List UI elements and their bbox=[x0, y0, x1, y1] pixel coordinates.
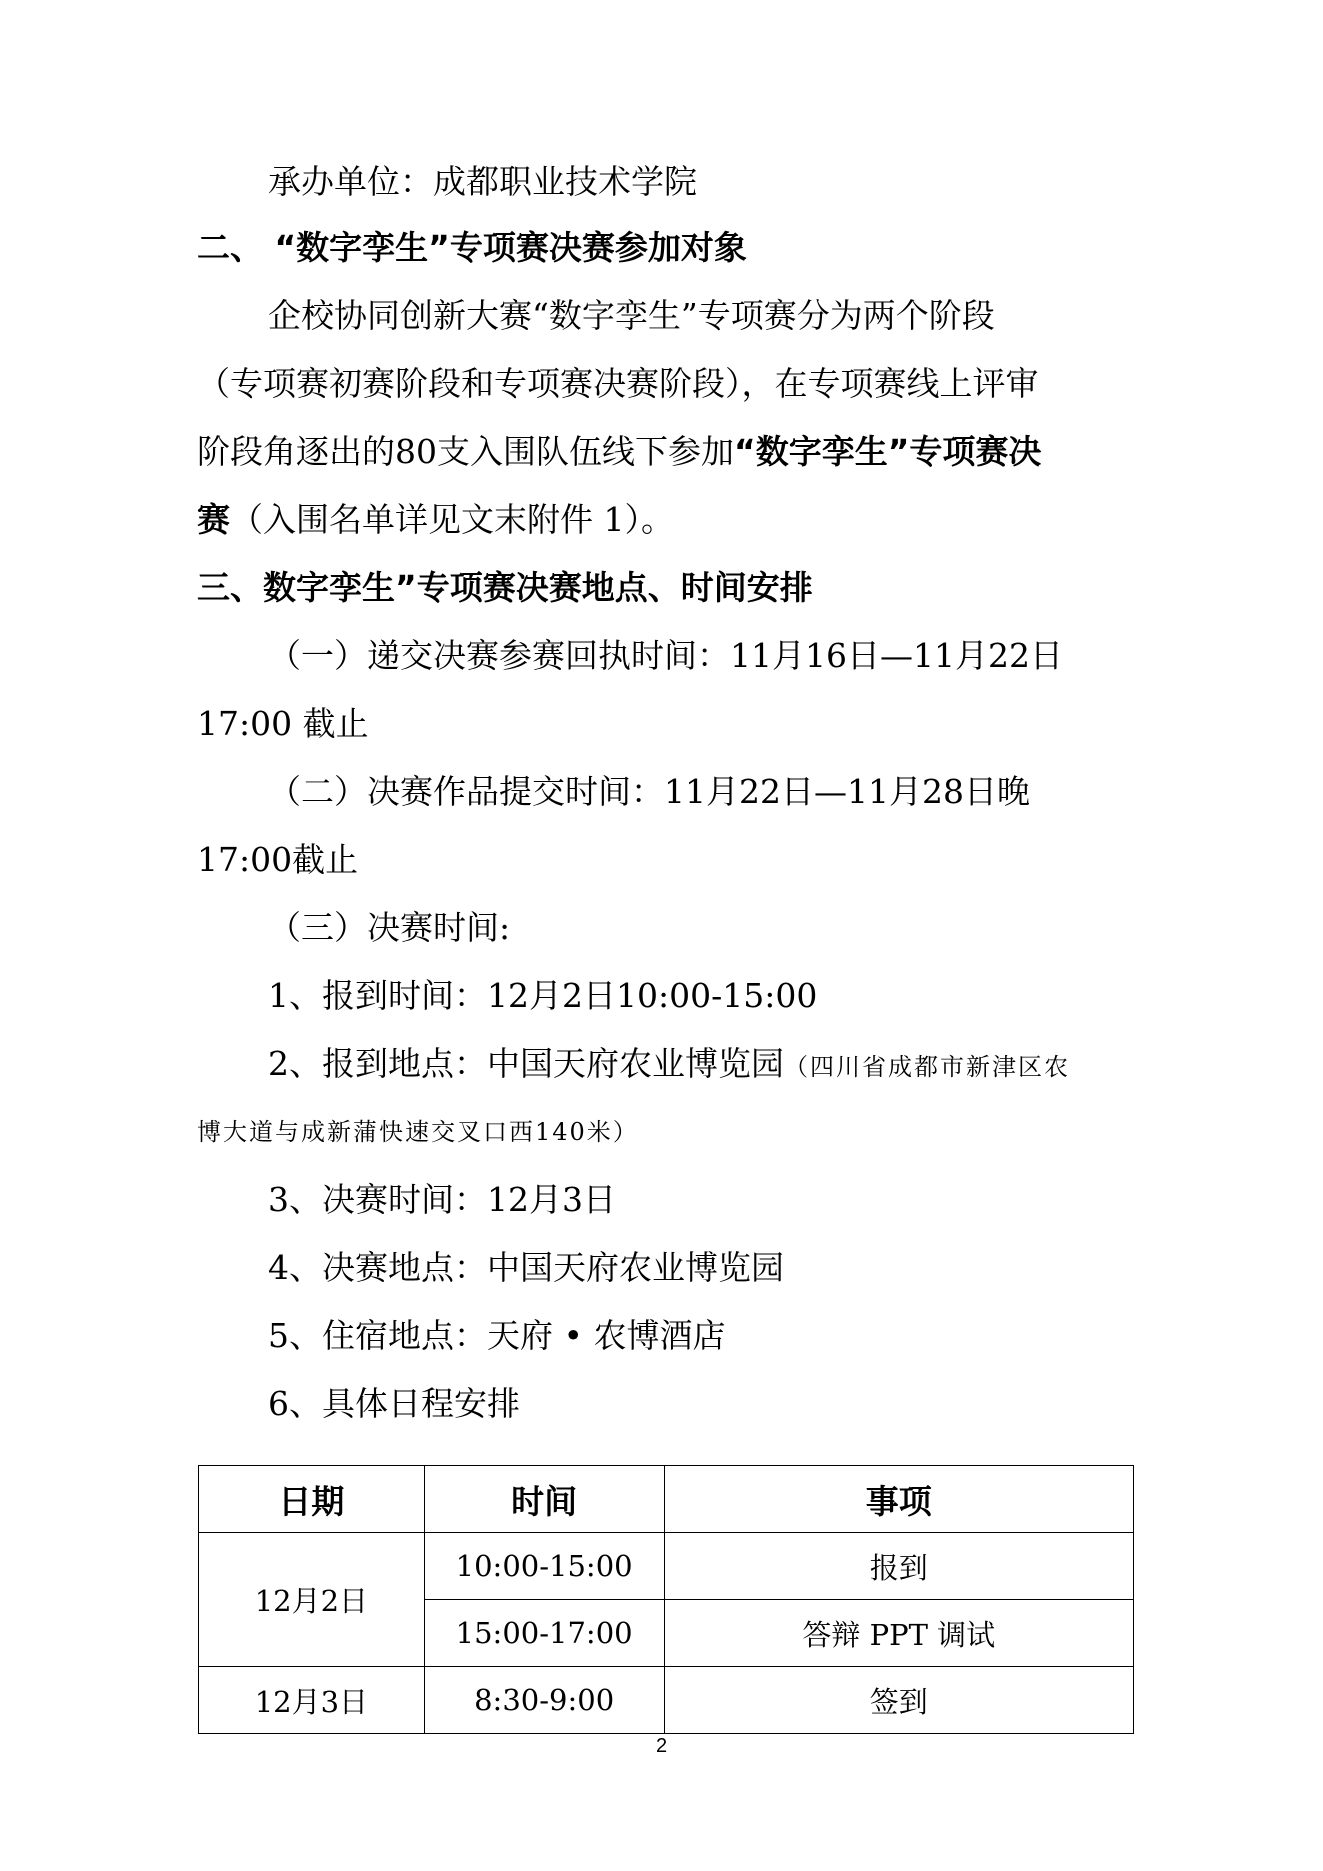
sub-item-2-note: （四川省成都市新津区农 bbox=[784, 1053, 1070, 1081]
item-1-line-2: 17:00 截止 bbox=[197, 704, 369, 743]
sub-item-4: 4、决赛地点：中国天府农业博览园 bbox=[268, 1248, 784, 1287]
table-cell-time: 15:00-17:00 bbox=[424, 1600, 664, 1667]
table-cell-item: 答辩 PPT 调试 bbox=[664, 1600, 1133, 1667]
item-2-line-1: （二）决赛作品提交时间：11月22日—11月28日晚 bbox=[268, 772, 1030, 811]
sub-item-5: 5、住宿地点：天府 • 农博酒店 bbox=[268, 1316, 726, 1355]
sub-item-2-text: 2、报到地点：中国天府农业博览园 bbox=[268, 1044, 784, 1083]
section-2-paragraph-line-3 bbox=[197, 430, 1133, 474]
paragraph-text: （入围名单详见文末附件 1）。 bbox=[230, 500, 674, 539]
schedule-table bbox=[198, 1465, 1134, 1734]
page-number: 2 bbox=[655, 1735, 668, 1757]
table-cell-item: 签到 bbox=[664, 1667, 1133, 1734]
sub-item-3: 3、决赛时间：12月3日 bbox=[268, 1180, 616, 1219]
organizer-line: 承办单位：成都职业技术学院 bbox=[268, 162, 697, 201]
table-cell-time: 8:30-9:00 bbox=[424, 1667, 664, 1734]
section-2-paragraph-line-1: 企校协同创新大赛“数字孪生”专项赛分为两个阶段 bbox=[268, 296, 995, 335]
paragraph-bold-text: 赛 bbox=[197, 500, 230, 539]
table-cell-date: 12月3日 bbox=[199, 1667, 425, 1734]
table-header-row bbox=[199, 1466, 1134, 1533]
table-cell-item: 报到 bbox=[664, 1533, 1133, 1600]
table-header-date: 日期 bbox=[199, 1466, 425, 1533]
sub-item-2-note-line-2: 博大道与成新蒲快速交叉口西140米） bbox=[197, 1118, 639, 1146]
section-2-paragraph-line-4 bbox=[197, 498, 1133, 542]
item-1-line-1: （一）递交决赛参赛回执时间：11月16日—11月22日 bbox=[268, 636, 1063, 675]
table-row bbox=[199, 1667, 1134, 1734]
section-2-heading: 二、 “数字孪生”专项赛决赛参加对象 bbox=[197, 228, 747, 267]
table-cell-time: 10:00-15:00 bbox=[424, 1533, 664, 1600]
table-cell-date: 12月2日 bbox=[199, 1533, 425, 1667]
paragraph-text: 阶段角逐出的80支入围队伍线下参加 bbox=[197, 432, 734, 471]
paragraph-bold-text: “数字孪生”专项赛决 bbox=[734, 432, 1042, 471]
sub-item-2 bbox=[268, 1042, 1133, 1089]
item-3: （三）决赛时间: bbox=[268, 908, 511, 947]
sub-item-6: 6、具体日程安排 bbox=[268, 1384, 520, 1423]
table-row bbox=[199, 1533, 1134, 1600]
sub-item-1: 1、报到时间：12月2日10:00-15:00 bbox=[268, 976, 818, 1015]
section-3-heading: 三、数字孪生”专项赛决赛地点、时间安排 bbox=[197, 568, 813, 607]
table-header-item: 事项 bbox=[664, 1466, 1133, 1533]
item-2-line-2: 17:00截止 bbox=[197, 840, 359, 879]
table-header-time: 时间 bbox=[424, 1466, 664, 1533]
section-2-paragraph-line-2: （专项赛初赛阶段和专项赛决赛阶段），在专项赛线上评审 bbox=[197, 364, 1039, 403]
